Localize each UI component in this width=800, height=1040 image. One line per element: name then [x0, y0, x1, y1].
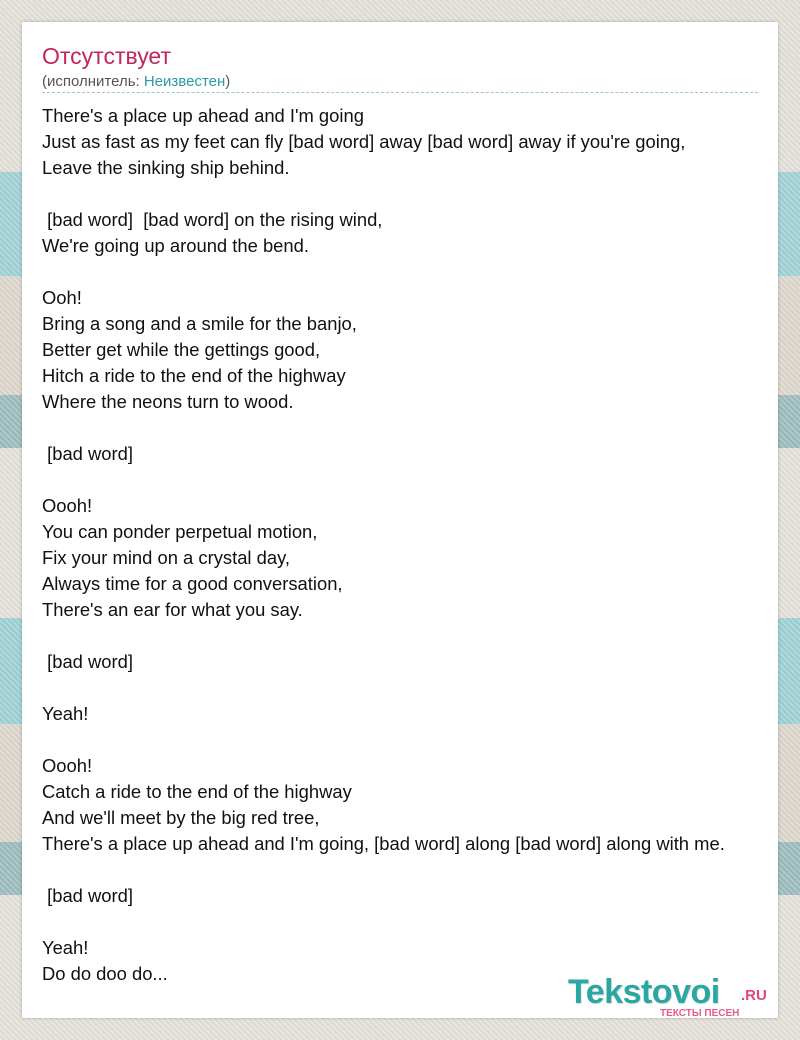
lyrics-line: Catch a ride to the end of the highway [42, 781, 352, 802]
lyrics-line: [bad word] [42, 885, 133, 906]
artist-prefix: (исполнитель: [42, 73, 144, 90]
lyrics-line: Hitch a ride to the end of the highway [42, 365, 346, 386]
lyrics-line: Do do doo do... [42, 963, 168, 984]
lyrics-line: There's an ear for what you say. [42, 599, 303, 620]
lyrics-line: [bad word] [bad word] on the rising wind, [42, 209, 383, 230]
lyrics-line: [bad word] [42, 651, 133, 672]
lyrics-line: Better get while the gettings good, [42, 339, 321, 360]
artist-suffix: ) [225, 73, 231, 90]
lyrics-text [42, 103, 725, 987]
lyrics-line: Fix your mind on a crystal day, [42, 547, 291, 568]
lyrics-line: There's a place up ahead and I'm going, [bad word] along [bad word] along with me. [42, 833, 725, 854]
lyrics-line: Oooh! [42, 755, 93, 776]
logo-tagline: ТЕКСТЫ ПЕСЕН [660, 1008, 740, 1019]
lyrics-line: Where the neons turn to wood. [42, 391, 294, 412]
logo-tld: .RU [741, 987, 767, 1004]
lyrics-line: Yeah! [42, 703, 89, 724]
title-divider [42, 92, 758, 93]
lyrics-line: Bring a song and a smile for the banjo, [42, 313, 357, 334]
lyrics-line: Oooh! [42, 495, 93, 516]
lyrics-line: Leave the sinking ship behind. [42, 157, 290, 178]
artist-link[interactable]: Неизвестен [143, 73, 226, 90]
lyrics-line: There's a place up ahead and I'm going [42, 105, 364, 126]
lyrics-line: You can ponder perpetual motion, [42, 521, 318, 542]
lyrics-line: Yeah! [42, 937, 89, 958]
tekstovoi-logo[interactable] [568, 970, 774, 1020]
lyrics-card [22, 22, 778, 1018]
lyrics-line: And we'll meet by the big red tree, [42, 807, 320, 828]
lyrics-line: We're going up around the bend. [42, 235, 309, 256]
lyrics-line: Always time for a good conversation, [42, 573, 343, 594]
song-title: Отсутствует [42, 43, 171, 69]
lyrics-line: Just as fast as my feet can fly [bad word] away [bad word] away if you're going, [42, 131, 686, 152]
logo-name: Tekstovoi [568, 973, 720, 1011]
artist-line [42, 72, 230, 92]
lyrics-line: Ooh! [42, 287, 82, 308]
lyrics-line: [bad word] [42, 443, 133, 464]
